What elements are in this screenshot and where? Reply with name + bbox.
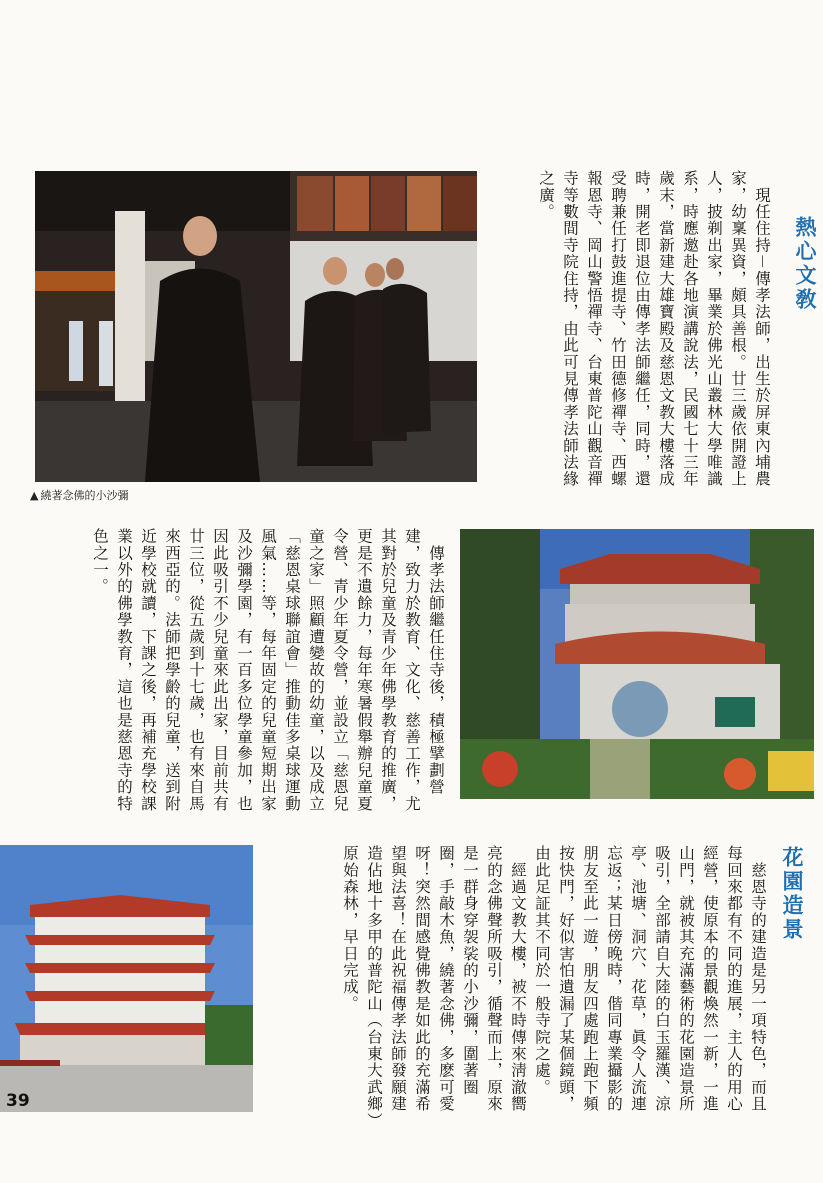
photo-temple-building <box>0 845 253 1112</box>
page-number: 39 <box>6 1091 30 1111</box>
photo-caption: ▲ 繞著念佛的小沙彌 <box>30 489 129 502</box>
section-text-garden <box>276 845 770 1125</box>
garden-paragraph-2: 經過文教大樓，被不時傳來淸澈嚮亮的念佛聲所吸引，循聲而上，原來是一群身穿袈裟的小沙彌，圍著圈圈，手敲木魚，繞著念佛，多麽可愛呀！突然間感覺佛教是如此的充滿希望與法喜！在此祝福傳孝法師發願建造佔地十多甲的普陀山（台東大武鄉）原始森林，早日完成。 <box>341 845 527 1122</box>
section-heading-education: 熱心文敎 <box>793 216 817 312</box>
garden-paragraph-1: 慈恩寺的建造是另一項特色，而且每回來都有不同的進展，主人的用心經營，使原本的景觀煥然一新，一進山門，就被其充滿藝術的花園造景所吸引，全部請自大陸的白玉羅漢、涼亭、池塘、洞穴、花草，眞令人流連忘返；某日傍晚時，偕同專業攝影的朋友至此一遊，朋友四處跑上跑下頻按快門，好似害怕遺漏了某個鏡頭，由此足証其不同於一般寺院之處。 <box>533 845 767 1113</box>
section-text-education: 現任住持－傳孝法師，出生於屏東內埔農家，幼稟異資，頗具善根。廿三歲依開證上人，披剃出家，畢業於佛光山叢林大學唯識系，時應邀赴各地演講說法，民國七十三年歲末，當新建大雄寶殿及慈恩文教大樓落成時，開老即退位由傳孝法師繼任，同時，還受聘兼任打鼓進提寺、竹田德修禪寺、西螺報恩寺、岡山警悟禪寺、台東普陀山觀音禪寺等數間寺院住持，由此可見傳孝法師法緣之廣。 <box>537 170 771 488</box>
triangle-icon: ▲ <box>30 489 39 502</box>
photo-garden-gate <box>460 529 814 799</box>
photo-novice-monks <box>35 171 477 482</box>
section-text-youth-education: 傳孝法師繼任住寺後，積極擘劃營建，致力於教育、文化、慈善工作，尤其對於兒童及青少年佛學教育的推廣，更是不遺餘力，每年寒暑假舉辦兒童夏令營、青少年夏令營，並設立「慈恩兒童之家」照顧遭變故的幼童，以及成立「慈恩桌球聯誼會」推動佳多桌球運動風氣……等，每年固定的兒童短期出家及沙彌學園，有一百多位學童參加，也因此吸引不少兒童來此出家，目前共有廿三位，從五歲到十七歲，也有來自馬來西亞的。法師把學齡的兒童，送到附近學校就讀，下課之後，再補充學校課業以外的佛學教育，這也是慈恩寺的特色之一。 <box>91 528 445 812</box>
section-heading-garden: 花園造景 <box>780 846 804 942</box>
